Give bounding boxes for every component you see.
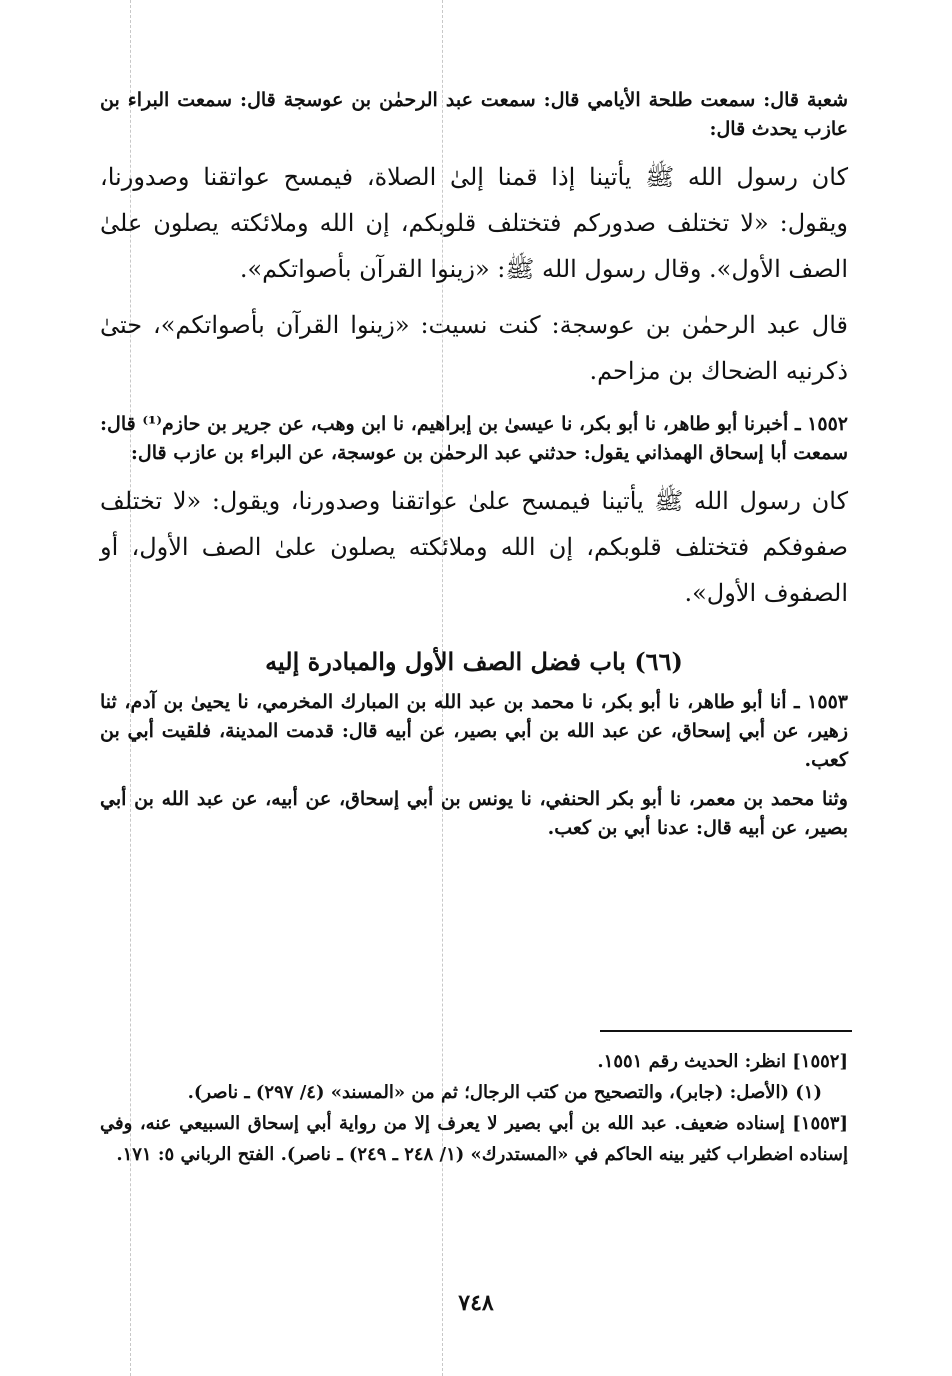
footnote-1553: [١٥٥٣] إسناده ضعيف. عبد الله بن أبي بصير لا يعرف إلا من رواية أبي إسحاق السبيعي عنه، وفي إسناده اضطراب كثير بينه الحاكم في «المستدرك» (١/ ٢٤٨ ـ ٢٤٩) ـ ناصر). الفتح الرباني ٥: ١٧١.: [100, 1113, 848, 1165]
isnad-paragraph: شعبة قال: سمعت طلحة الأيامي قال: سمعت عبد الرحمٰن بن عوسجة قال: سمعت البراء بن عازب يحدث قال:: [100, 89, 848, 140]
hadith-1552-isnad: ١٥٥٢ ـ أخبرنا أبو طاهر، نا أبو بكر، نا عيسىٰ بن إبراهيم، نا ابن وهب، عن جرير بن حازم⁽¹⁾ قال: سمعت أبا إسحاق الهمذاني يقول: حدثني عبد الرحمٰن بن عوسجة، عن البراء بن عازب قال:: [100, 413, 848, 464]
footnotes: [100, 1046, 848, 1170]
hadith-1552-text: كان رسول الله ﷺ يأتينا فيمسح علىٰ عواتقنا وصدورنا، ويقول: «لا تختلف صفوفكم فتختلف قلوبكم، إن الله وملائكته يصلون علىٰ الصف الأول، أو الصفوف الأول».: [100, 487, 848, 607]
footnote-1: (١) (الأصل: (جابر)، والتصحيح من كتب الرجال؛ ثم من «المسند» (٤/ ٢٩٧) ـ ناصر).: [187, 1082, 822, 1103]
hadith-text: كان رسول الله ﷺ يأتينا إذا قمنا إلىٰ الصلاة، فيمسح عواتقنا وصدورنا، ويقول: «لا تختلف صدوركم فتختلف قلوبكم، إن الله وملائكته يصلون علىٰ الصف الأول». وقال رسول الله ﷺ: «زينوا القرآن بأصواتكم».: [100, 163, 848, 283]
footnote-divider: [600, 1030, 852, 1032]
chapter-heading: (٦٦) باب فضل الصف الأول والمبادرة إليه: [265, 647, 683, 676]
hadith-1553-isnad: ١٥٥٣ ـ أنا أبو طاهر، نا أبو بكر، نا محمد بن عبد الله بن المبارك المخرمي، نا يحيىٰ بن آدم، ثنا زهير، عن أبي إسحاق، عن عبد الله بن أبي بصير، عن أبيه قال: قدمت المدينة، فلقيت أبي بن كعب.: [100, 691, 848, 771]
narrator-note: قال عبد الرحمٰن بن عوسجة: كنت نسيت: «زينوا القرآن بأصواتكم»، حتىٰ ذكرنيه الضحاك بن مزاحم.: [100, 311, 848, 385]
page-body: [100, 86, 848, 843]
footnote-1552: [١٥٥٢] انظر: الحديث رقم ١٥٥١.: [597, 1051, 848, 1072]
page-number: ٧٤٨: [458, 1290, 494, 1316]
hadith-1553-second-isnad: وثنا محمد بن معمر، نا أبو بكر الحنفي، نا يونس بن أبي إسحاق، عن أبيه، عن عبد الله بن أبي بصير، عن أبيه قال: عدنا أبي بن كعب.: [100, 788, 848, 839]
